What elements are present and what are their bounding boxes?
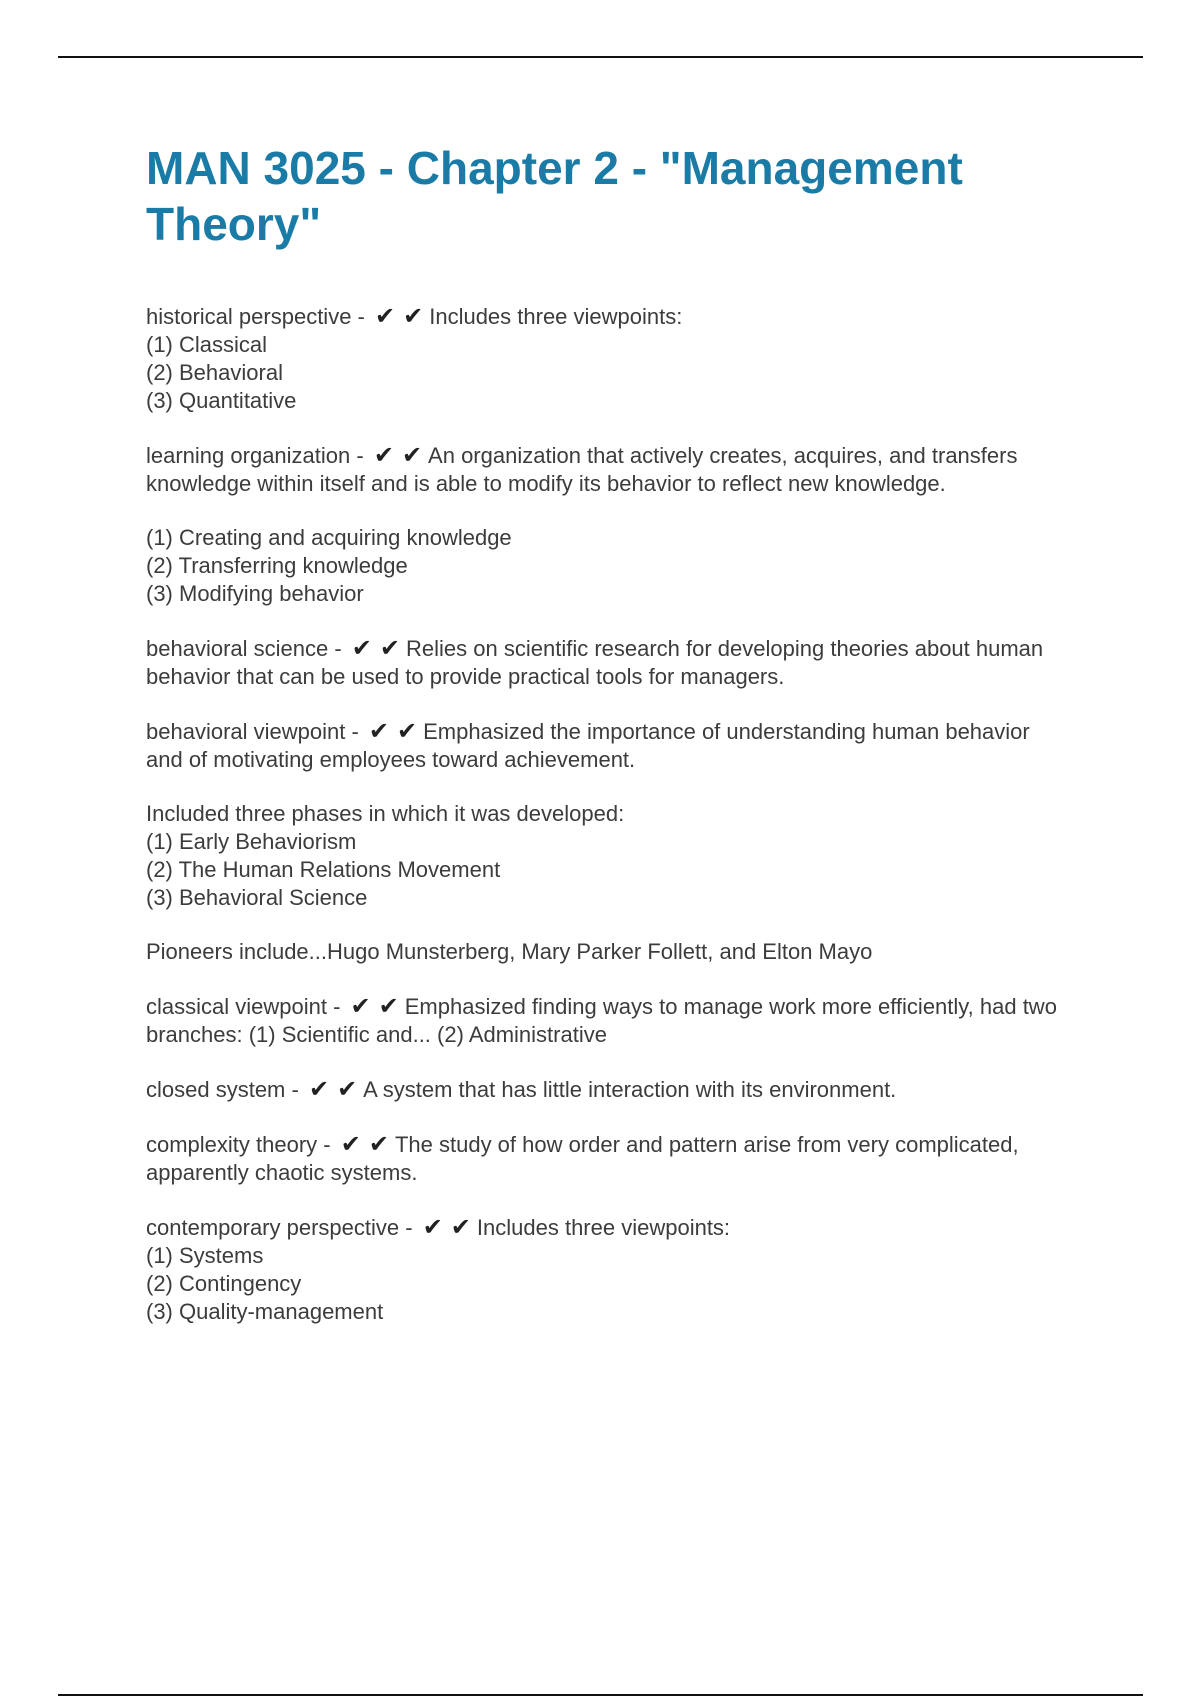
term: learning organization [146, 443, 351, 468]
term: contemporary perspective [146, 1215, 400, 1240]
flashcard-entry [146, 1075, 1066, 1104]
list-line: (3) Quantitative [146, 388, 297, 413]
pioneers-line: Pioneers include...Hugo Munsterberg, Mary Parker Follett, and Elton Mayo [146, 939, 873, 964]
check-icon: ✔ [340, 1130, 361, 1158]
check-icon: ✔ [397, 717, 418, 745]
list-line: (2) Contingency [146, 1271, 302, 1296]
flashcard-entry [146, 717, 1066, 966]
check-icon: ✔ [375, 302, 396, 330]
definition: Emphasized finding ways to manage work more efficiently, had two branches: (1) Scientific and... (2) Administrative [146, 994, 1057, 1047]
list-line: (1) Systems [146, 1243, 264, 1268]
term: classical viewpoint [146, 994, 327, 1019]
term-separator: - [285, 1077, 305, 1102]
term-separator: - [351, 304, 371, 329]
check-icon: ✔ [450, 1213, 471, 1241]
definition: Relies on scientific research for developing theories about human behavior that can be used to provide practical tools for managers. [146, 636, 1044, 689]
term: behavioral viewpoint [146, 719, 346, 744]
definition: The study of how order and pattern arise from very complicated, apparently chaotic systems. [146, 1132, 1019, 1185]
flashcard-entry [146, 441, 1066, 608]
definition: Includes three viewpoints: [429, 304, 683, 329]
check-icon: ✔ [351, 634, 372, 662]
term: complexity theory [146, 1132, 318, 1157]
definition: Emphasized the importance of understanding human behavior and of motivating employees toward achievement. [146, 719, 1030, 772]
check-icon: ✔ [373, 441, 394, 469]
document-body [146, 140, 1066, 1352]
flashcard-entry [146, 1213, 1066, 1326]
flashcard-entry [146, 1130, 1066, 1187]
check-icon: ✔ [350, 992, 371, 1020]
definition: An organization that actively creates, acquires, and transfers knowledge within itself and is able to modify its behavior to reflect new knowledge. [146, 443, 1018, 496]
check-icon: ✔ [337, 1075, 358, 1103]
flashcard-entry [146, 992, 1066, 1049]
check-icon: ✔ [403, 302, 424, 330]
list-line: (2) Behavioral [146, 360, 283, 385]
term-separator: - [317, 1132, 337, 1157]
check-icon: ✔ [378, 992, 399, 1020]
definition: Includes three viewpoints: [476, 1215, 731, 1240]
check-icon: ✔ [368, 717, 390, 745]
list-line: Included three phases in which it was developed: [146, 801, 625, 826]
check-icon: ✔ [379, 634, 401, 662]
term-separator: - [326, 994, 347, 1019]
list-line: (1) Creating and acquiring knowledge [146, 525, 512, 550]
list-line: (3) Modifying behavior [146, 581, 364, 606]
term: closed system [146, 1077, 286, 1102]
list-line: (3) Behavioral Science [146, 885, 368, 910]
list-line: (2) The Human Relations Movement [146, 857, 501, 882]
term: historical perspective [146, 304, 352, 329]
flashcard-entry [146, 302, 1066, 415]
check-icon: ✔ [368, 1130, 389, 1158]
term: behavioral science [146, 636, 329, 661]
term-separator: - [328, 636, 348, 661]
check-icon: ✔ [308, 1075, 330, 1103]
list-line: (1) Early Behaviorism [146, 829, 357, 854]
page-title: MAN 3025 - Chapter 2 - "Management Theory" [146, 142, 963, 250]
header-rule [58, 56, 1143, 58]
list-line: (3) Quality-management [146, 1299, 384, 1324]
flashcard-entry [146, 634, 1066, 691]
check-icon: ✔ [422, 1213, 443, 1241]
term-separator: - [399, 1215, 419, 1240]
check-icon: ✔ [401, 441, 423, 469]
definition: A system that has little interaction with its environment. [363, 1077, 897, 1102]
term-separator: - [345, 719, 365, 744]
footer-rule [58, 1694, 1143, 1696]
term-separator: - [350, 443, 370, 468]
list-line: (1) Classical [146, 332, 268, 357]
list-line: (2) Transferring knowledge [146, 553, 408, 578]
